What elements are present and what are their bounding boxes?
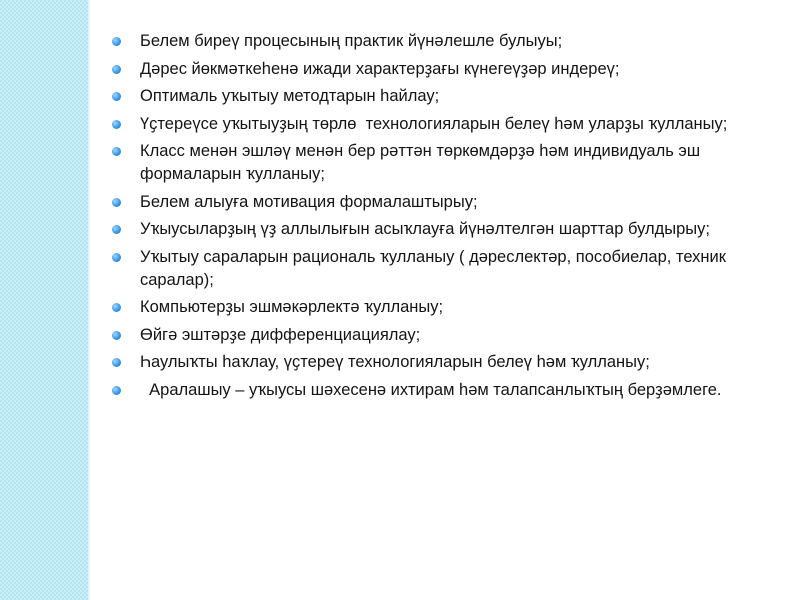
list-item-text: Класс менән эшләү менән бер рәттән төркөмдәрҙә һәм индивидуаль эш формаларын ҡулланыу; (140, 142, 705, 183)
bullet-icon (112, 386, 121, 395)
list-item-text: Һаулыҡты һаҡлау, үҫтереү технологияларын белеү һәм ҡулланыу; (140, 353, 650, 371)
list-item (110, 30, 770, 53)
bullet-icon (112, 225, 121, 234)
list-item-text: Уҡыусыларҙың үҙ аллылығын асыҡлауға йүнәлтелгән шарттар булдырыу; (140, 220, 710, 238)
list-item-text: Дәрес йөкмәткеһенә ижади характерҙағы күнегеүҙәр индереү; (140, 59, 620, 78)
list-item (110, 58, 770, 81)
bullet-icon (112, 358, 121, 367)
list-item-text: Өйгә эштәрҙе дифференциациялау; (140, 325, 421, 344)
bullet-icon (112, 198, 121, 207)
side-panel-divider (88, 0, 91, 600)
list-item (110, 296, 770, 319)
list-item (110, 85, 770, 108)
list-item (110, 218, 770, 241)
bullet-icon (112, 65, 121, 74)
bullet-icon (112, 92, 121, 101)
list-item (110, 379, 770, 402)
list-item-text: Үҫтереүсе уҡытыуҙың төрлө технологияларын белеү һәм уларҙы ҡулланыу; (140, 114, 728, 133)
list-item-text: Белем биреү процесының практик йүнәлешле булыуы; (140, 32, 563, 50)
bullet-icon (112, 303, 121, 312)
bullet-icon (112, 331, 121, 340)
bullet-list (110, 30, 770, 406)
list-item-text: Компьютерҙы эшмәкәрлектә ҡулланыу; (140, 298, 444, 316)
list-item-text: Уҡытыу сараларын рациональ ҡулланыу ( дәреслектәр, пособиелар, техник саралар); (140, 247, 731, 289)
list-item-text: Аралашыу – уҡыусы шәхесенә ихтирам һәм талапсанлыҡтың берҙәмлеге. (140, 380, 722, 399)
list-item (110, 324, 770, 347)
bullet-icon (112, 37, 121, 46)
bullet-icon (112, 120, 121, 129)
bullet-icon (112, 253, 121, 262)
list-item-text: Оптималь уҡытыу методтарын һайлау; (140, 87, 440, 105)
list-item-text: Белем алыуға мотивация формалаштырыу; (140, 192, 478, 211)
bullet-icon (112, 147, 121, 156)
list-item (110, 246, 770, 292)
list-item (110, 351, 770, 374)
decorative-side-panel (0, 0, 88, 600)
list-item (110, 140, 770, 186)
list-item (110, 113, 770, 136)
list-item (110, 191, 770, 214)
